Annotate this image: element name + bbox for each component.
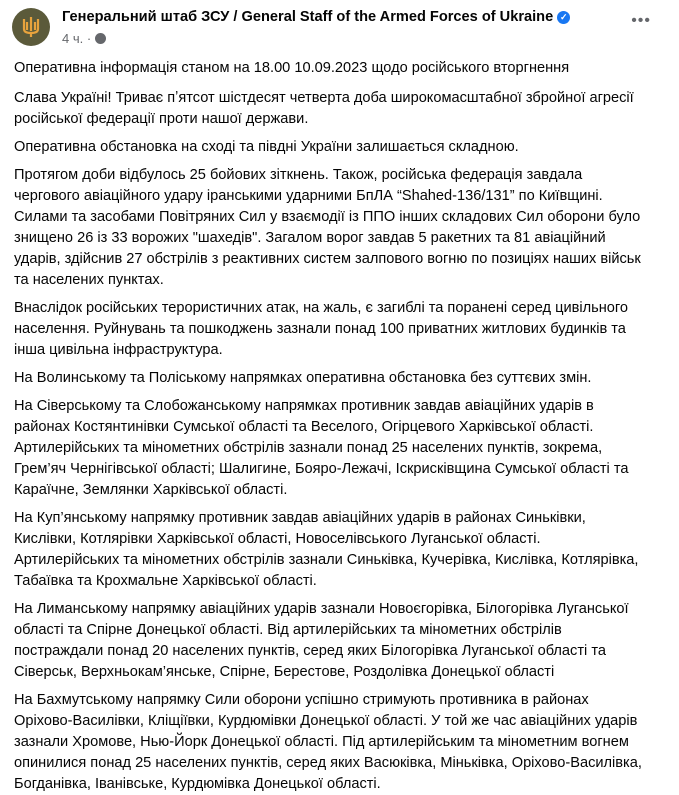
globe-icon bbox=[95, 33, 106, 44]
post-paragraph bbox=[14, 58, 665, 79]
post-paragraph bbox=[14, 165, 665, 291]
paragraph-line: Силами та засобами Повітряних Сил у взаємодії із ППО інших складових Сил оборони було bbox=[14, 209, 641, 225]
post-meta bbox=[62, 31, 106, 46]
paragraph-line: Грем’яч Чернігівської області; Шалигине, Бояро-Лежачі, Іскрисківщина Сумської області та bbox=[14, 461, 629, 477]
paragraph-line: ударів, здійснив 27 обстрілів з реактивних систем залпового вогню по позиціях наших військ bbox=[14, 251, 641, 267]
paragraph-line: Караїчне, Землянки Харківської області. bbox=[14, 482, 288, 498]
paragraph-line: Табаївка та Крохмальне Харківської області. bbox=[14, 573, 317, 589]
paragraph-line: області та Спірне Донецької області. Від артилерійських та мінометних обстрілів bbox=[14, 622, 562, 638]
paragraph-line: На Волинському та Поліському напрямках оперативна обстановка без суттєвих змін. bbox=[14, 370, 592, 386]
paragraph-line: Артилерійських та мінометних обстрілів зазнали Синьківка, Кучерівка, Кислівка, Котлярівка, bbox=[14, 552, 639, 568]
post-body bbox=[0, 58, 679, 795]
paragraph-line: На Сіверському та Слобожанському напрямках противник завдав авіаційних ударів в bbox=[14, 398, 594, 414]
post-paragraph bbox=[14, 690, 665, 795]
post-paragraph bbox=[14, 88, 665, 130]
post-paragraph bbox=[14, 599, 665, 683]
paragraph-line: російської федерації проти нашої держави. bbox=[14, 111, 309, 127]
verified-badge-icon: ✓ bbox=[557, 11, 570, 24]
paragraph-line: Слава Україні! Триває пʼятсот шістдесят четверта доба широкомасштабної збройної агресії bbox=[14, 90, 634, 106]
post-paragraph bbox=[14, 508, 665, 592]
post-paragraph bbox=[14, 368, 665, 389]
paragraph-line: Артилерійських та мінометних обстрілів зазнали понад 25 населених пунктів, зокрема, bbox=[14, 440, 603, 456]
paragraph-line: Богданівка, Іванівське, Курдюмівка Донецької області. bbox=[14, 776, 381, 792]
paragraph-line: населення. Руйнувань та пошкоджень зазнали понад 100 приватних житлових будинків та bbox=[14, 321, 626, 337]
paragraph-line: Сіверськ, Верхньокам’янське, Спірне, Берестове, Роздолівка Донецької області bbox=[14, 664, 555, 680]
paragraph-line: На Бахмутському напрямку Сили оборони успішно стримують противника в районах bbox=[14, 692, 589, 708]
page-avatar[interactable] bbox=[12, 8, 50, 46]
paragraph-line: Кислівки, Котлярівки Харківської області, Новоселівського Луганської області. bbox=[14, 531, 541, 547]
separator: · bbox=[86, 31, 92, 46]
page-name[interactable] bbox=[62, 9, 570, 25]
paragraph-line: Оперативна обстановка на сході та півдні України залишається складною. bbox=[14, 139, 519, 155]
more-options-icon[interactable]: ••• bbox=[631, 12, 651, 29]
paragraph-line: На Лиманському напрямку авіаційних ударів зазнали Новоєгорівка, Білогорівка Луганської bbox=[14, 601, 629, 617]
post-paragraph bbox=[14, 298, 665, 361]
trident-icon bbox=[22, 16, 40, 38]
paragraph-line: опинилися понад 25 населених пунктів, серед яких Васюківка, Міньківка, Оріхово-Василівка, bbox=[14, 755, 642, 771]
paragraph-line: На Куп’янському напрямку противник завдав авіаційних ударів в районах Синьківки, bbox=[14, 510, 586, 526]
paragraph-line: районах Костянтинівки Сумської області та Веселого, Огірцевого Харківської області. bbox=[14, 419, 594, 435]
paragraph-line: Оріхово-Василівки, Кліщіївки, Курдюмівки Донецької області. У той же час авіаційних ударів bbox=[14, 713, 638, 729]
post-header bbox=[0, 0, 679, 58]
paragraph-line: інша цивільна інфраструктура. bbox=[14, 342, 223, 358]
post-paragraph bbox=[14, 396, 665, 501]
paragraph-line: та населених пунктах. bbox=[14, 272, 164, 288]
paragraph-line: Оперативна інформація станом на 18.00 10.09.2023 щодо російського вторгнення bbox=[14, 60, 570, 76]
page-name-link[interactable]: Генеральний штаб ЗСУ / General Staff of the Armed Forces of Ukraine bbox=[62, 9, 554, 25]
paragraph-line: постраждали понад 20 населених пунктів, серед яких Білогорівка Луганської області та bbox=[14, 643, 606, 659]
post-time[interactable]: 4 ч. bbox=[62, 31, 84, 46]
paragraph-line: зазнали Хромове, Нью-Йорк Донецької області. Під артилерійським та мінометним вогнем bbox=[14, 734, 629, 750]
post-paragraph bbox=[14, 137, 665, 158]
paragraph-line: Внаслідок російських терористичних атак, на жаль, є загиблі та поранені серед цивільного bbox=[14, 300, 629, 316]
paragraph-line: знищено 26 із 33 ворожих "шахедів". Загалом ворог завдав 5 ракетних та 81 авіаційний bbox=[14, 230, 606, 246]
paragraph-line: чергового авіаційного удару іранськими ударними БпЛА “Shahed-136/131” по Київщині. bbox=[14, 188, 603, 204]
paragraph-line: Протягом доби відбулось 25 бойових зіткнень. Також, російська федерація завдала bbox=[14, 167, 583, 183]
